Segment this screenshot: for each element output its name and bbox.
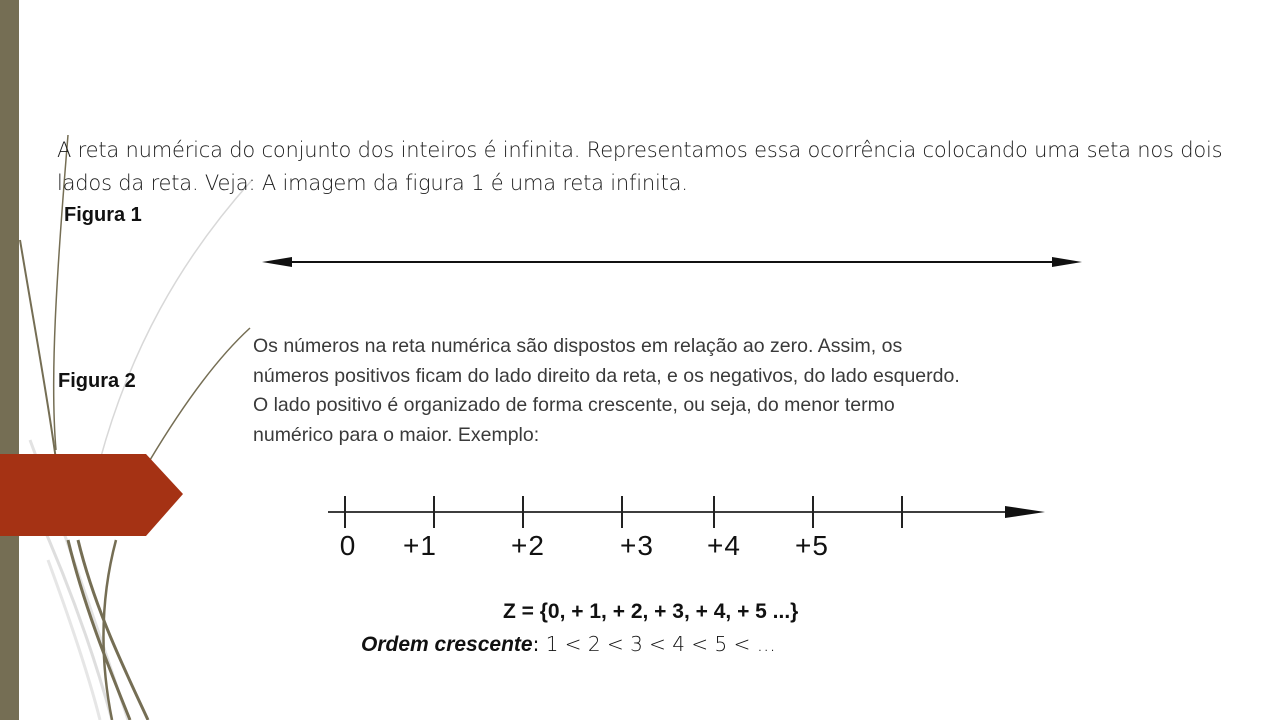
tick-label: 0: [339, 530, 357, 561]
tick-label: +5: [795, 530, 829, 561]
infinite-line-figure: [260, 250, 1084, 274]
order-label: Ordem crescente: [361, 633, 533, 656]
order-value: 1 < 2 < 3 < 4 < 5 < ...: [545, 632, 776, 656]
description-paragraph: [253, 332, 1073, 450]
tick-label: +3: [620, 530, 654, 561]
arrow-tab-shape: [0, 454, 184, 536]
description-line: numérico para o maior. Exemplo:: [253, 423, 540, 446]
tick-label: +1: [403, 530, 437, 561]
description-line: O lado positivo é organizado de forma crescente, ou seja, do menor termo: [253, 394, 895, 416]
intro-paragraph: A reta numérica do conjunto dos inteiros é infinita. Representamos essa ocorrência colocando uma seta nos dois lados da reta. Veja: A imagem da figura 1 é uma reta infinita.: [57, 138, 1223, 195]
order-separator: :: [532, 632, 546, 656]
tick-label: +4: [707, 530, 741, 561]
description-line: Os números na reta numérica são dispostos em relação ao zero. Assim, os: [253, 335, 903, 357]
sidebar-accent-bar: [0, 0, 19, 720]
ascending-order-line: [361, 632, 776, 657]
description-line: números positivos ficam do lado direito da reta, e os negativos, do lado esquerdo.: [253, 364, 960, 387]
figure-1-label: Figura 1: [64, 204, 142, 226]
tick-label: +2: [511, 530, 545, 561]
integer-set-notation: Z = {0, + 1, + 2, + 3, + 4, + 5 ...}: [503, 600, 799, 623]
figure-2-label: Figura 2: [58, 370, 136, 392]
